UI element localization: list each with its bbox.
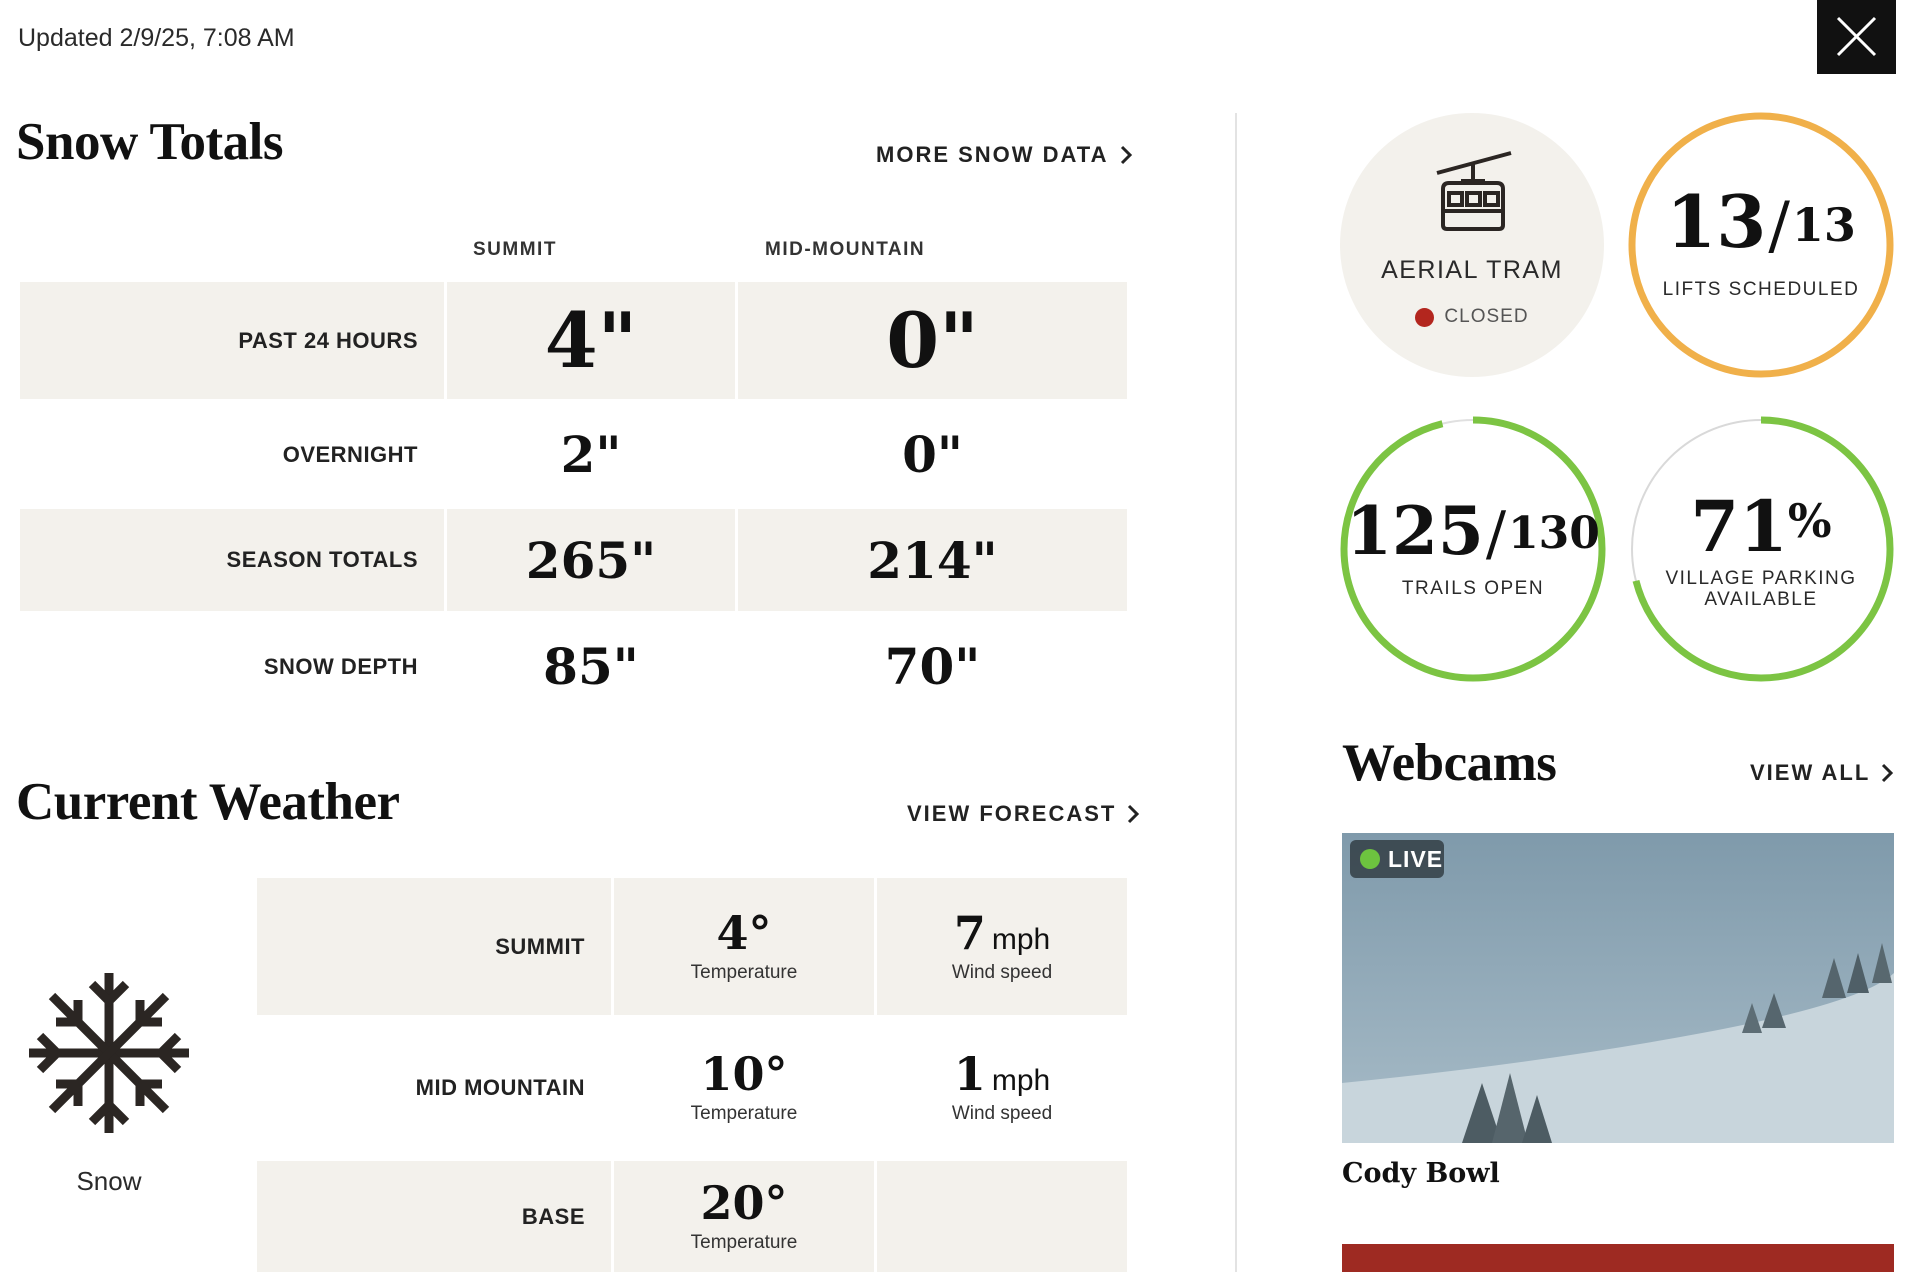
view-all-label: VIEW ALL [1750, 760, 1871, 785]
snow-value-mid: 70" [884, 637, 981, 696]
live-label: LIVE [1388, 845, 1444, 872]
aerial-tram-icon [1431, 149, 1515, 231]
fraction-slash: / [1485, 499, 1507, 569]
weather-temp-cell [614, 878, 874, 1015]
updated-timestamp: Updated 2/9/25, 7:08 AM [18, 24, 295, 52]
snow-row-label: SEASON TOTALS [20, 509, 444, 611]
parking-unit: % [1787, 494, 1832, 548]
chevron-right-icon [1119, 145, 1133, 165]
parking-percent: 71 [1690, 485, 1788, 568]
chevron-right-icon [1880, 763, 1894, 783]
snow-row-label: PAST 24 HOURS [20, 282, 444, 399]
live-badge [1350, 840, 1444, 878]
aerial-tram-status[interactable] [1340, 113, 1604, 377]
weather-temp-cell [614, 1018, 874, 1158]
lifts-status[interactable] [1628, 112, 1894, 378]
webcam-image[interactable] [1342, 833, 1894, 1143]
lifts-label: LIFTS SCHEDULED [1662, 279, 1860, 300]
aerial-tram-state-label: CLOSED [1444, 306, 1529, 327]
wind-unit: mph [991, 922, 1051, 956]
aerial-tram-title: AERIAL TRAM [1381, 256, 1563, 284]
close-button[interactable] [1817, 0, 1896, 74]
parking-value [1628, 485, 1894, 568]
trails-open: 125 [1346, 492, 1484, 570]
parking-status[interactable] [1628, 416, 1894, 682]
more-snow-data-link[interactable] [876, 142, 1133, 168]
current-weather-title: Current Weather [16, 773, 400, 831]
live-indicator-dot [1360, 849, 1380, 869]
parking-label [1628, 568, 1894, 610]
lifts-total: 13 [1791, 198, 1856, 252]
weather-wind-cell [877, 1018, 1127, 1158]
parking-label-line1: VILLAGE PARKING [1665, 568, 1857, 589]
column-header-mid-mountain: MID-MOUNTAIN [765, 239, 926, 260]
weather-row-label: MID MOUNTAIN [415, 1075, 585, 1100]
weather-row-label: SUMMIT [257, 878, 611, 1015]
snow-totals-title: Snow Totals [16, 113, 284, 171]
trails-count [1340, 492, 1606, 570]
webcam-snow-scene [1342, 833, 1894, 1143]
weather-condition: Snow [76, 1166, 142, 1196]
snow-value-mid: 214" [738, 509, 1127, 611]
snow-row-label: SNOW DEPTH [263, 653, 418, 679]
lifts-open: 13 [1666, 179, 1767, 264]
snow-value-summit: 265" [447, 509, 735, 611]
view-forecast-label: VIEW FORECAST [907, 801, 1117, 826]
trails-status[interactable] [1340, 416, 1606, 682]
webcams-title: Webcams [1342, 734, 1557, 792]
wind-value: 1 [953, 1047, 986, 1101]
weather-wind-cell-empty [877, 1161, 1127, 1272]
parking-label-line2: AVAILABLE [1704, 589, 1818, 610]
weather-temp-cell [614, 1161, 874, 1272]
snowflake-icon [26, 970, 192, 1136]
chevron-right-icon [1126, 804, 1140, 824]
wind-label: Wind speed [951, 1103, 1053, 1124]
weather-wind-cell [877, 878, 1127, 1015]
snow-value-summit: 85" [543, 637, 639, 696]
column-divider [1235, 113, 1237, 1272]
next-webcam-preview[interactable] [1342, 1244, 1894, 1272]
temperature-value: 4° [716, 905, 772, 960]
snow-value-summit: 4" [447, 282, 735, 399]
wind-value: 7 [953, 905, 986, 960]
temperature-value: 10° [700, 1047, 788, 1101]
aerial-tram-state [1340, 306, 1604, 328]
lifts-count [1628, 179, 1894, 264]
wind-label: Wind speed [951, 961, 1053, 983]
view-all-webcams-link[interactable] [1750, 760, 1894, 786]
temperature-label: Temperature [690, 1231, 798, 1253]
temperature-label: Temperature [690, 961, 798, 983]
trails-total: 130 [1508, 508, 1600, 559]
more-snow-data-label: MORE SNOW DATA [876, 142, 1109, 167]
column-header-summit: SUMMIT [473, 239, 557, 260]
snow-value-mid: 0" [902, 425, 963, 484]
wind-unit: mph [991, 1064, 1051, 1097]
close-icon [1817, 0, 1896, 74]
fraction-slash: / [1768, 189, 1790, 263]
temperature-value: 20° [700, 1175, 788, 1230]
webcam-name[interactable]: Cody Bowl [1342, 1158, 1500, 1189]
snow-value-summit: 2" [560, 425, 622, 484]
snow-value-mid: 0" [738, 282, 1127, 399]
weather-row-label: BASE [257, 1161, 611, 1272]
temperature-label: Temperature [690, 1103, 798, 1124]
trails-label: TRAILS OPEN [1401, 578, 1545, 599]
snow-row-label: OVERNIGHT [282, 441, 418, 467]
status-dot [1415, 308, 1434, 327]
view-forecast-link[interactable] [907, 801, 1140, 827]
